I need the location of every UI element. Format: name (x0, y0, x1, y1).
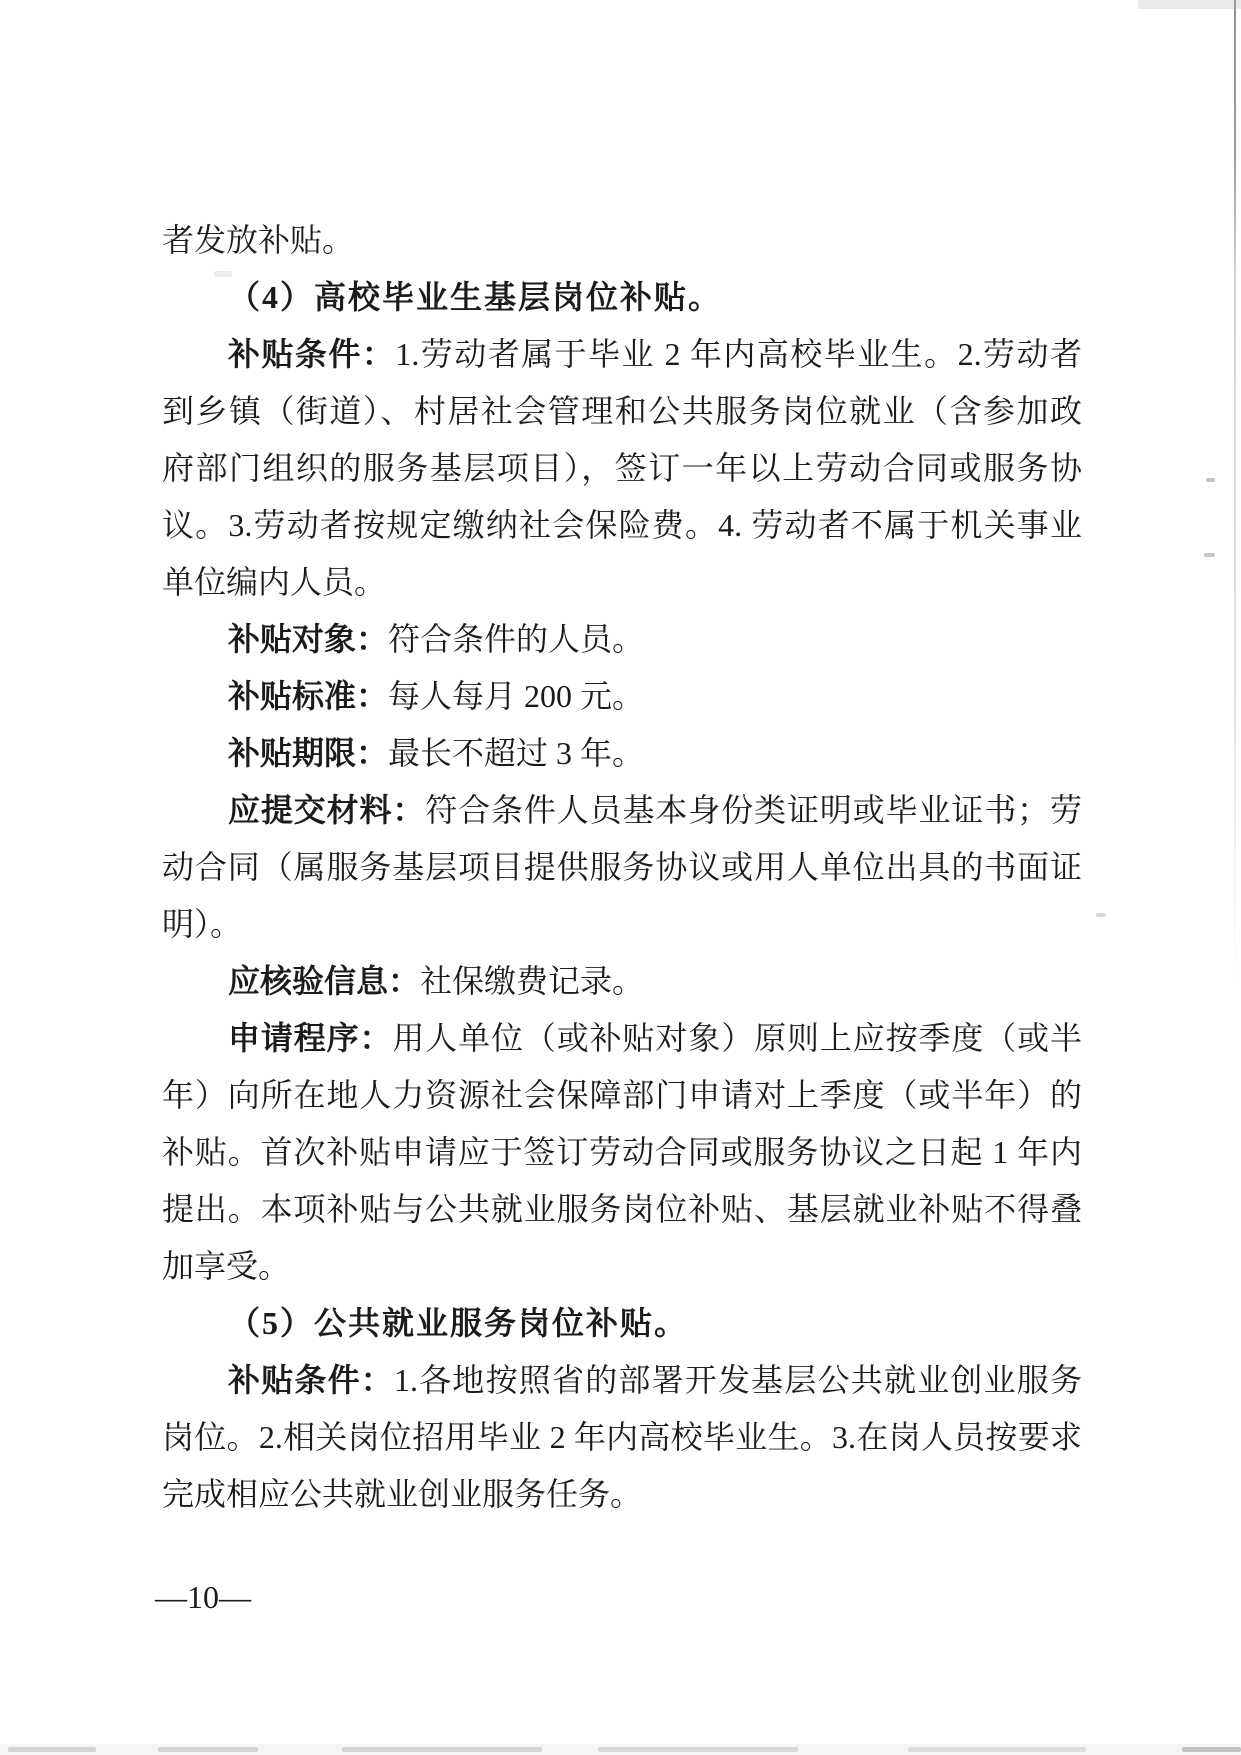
document-line (162, 782, 1082, 839)
document-line (162, 1238, 1082, 1295)
document-line (162, 269, 1082, 326)
line-label: 补贴条件： (228, 336, 396, 372)
document-line (162, 212, 1082, 269)
line-text: 议。3.劳动者按规定缴纳社会保险费。4. 劳动者不属于机关事业 (162, 507, 1082, 543)
document-line (162, 725, 1082, 782)
line-text: 符合条件人员基本身份类证明或毕业证书；劳 (425, 792, 1082, 828)
document-line (162, 497, 1082, 554)
line-text: 1.劳动者属于毕业 2 年内高校毕业生。2.劳动者 (395, 336, 1082, 372)
line-label: 补贴对象： (228, 621, 389, 657)
scan-smear (342, 1747, 542, 1752)
scan-speck (1204, 553, 1215, 557)
scan-smear (598, 1747, 798, 1752)
line-text: 用人单位（或补贴对象）原则上应按季度（或半 (392, 1020, 1082, 1056)
line-label: （4）高校毕业生基层岗位补贴。 (228, 279, 723, 315)
line-label: （5）公共就业服务岗位补贴。 (228, 1305, 689, 1341)
scan-speck (1206, 478, 1215, 482)
scan-smear (8, 1747, 96, 1752)
line-text: 完成相应公共就业创业服务任务。 (162, 1476, 643, 1512)
scan-speck (1096, 913, 1106, 917)
document-line (162, 1067, 1082, 1124)
document-line (162, 839, 1082, 896)
line-text: 最长不超过 3 年。 (388, 735, 645, 771)
scan-smear (158, 1747, 258, 1752)
document-line (162, 383, 1082, 440)
line-text: 每人每月 200 元。 (388, 678, 645, 714)
line-text: 府部门组织的服务基层项目），签订一年以上劳动合同或服务协 (162, 450, 1082, 486)
document-line (162, 440, 1082, 497)
page-number: —10— (155, 1579, 251, 1615)
scan-smear (908, 1747, 1086, 1752)
line-text: 单位编内人员。 (162, 564, 387, 600)
document-text-block (162, 212, 1082, 1523)
line-label: 应提交材料： (228, 792, 426, 828)
scan-bottom-strip (0, 1744, 1241, 1755)
line-label: 应核验信息： (228, 963, 421, 999)
line-text: 加享受。 (162, 1248, 291, 1284)
document-line (162, 668, 1082, 725)
line-text: 符合条件的人员。 (388, 621, 645, 657)
line-text: 年）向所在地人力资源社会保障部门申请对上季度（或半年）的 (162, 1077, 1082, 1113)
scan-speck (214, 271, 232, 277)
line-text: 到乡镇（街道）、村居社会管理和公共服务岗位就业（含参加政 (162, 393, 1082, 429)
document-line (162, 1010, 1082, 1067)
document-line (162, 1124, 1082, 1181)
scan-smear (1182, 1747, 1241, 1752)
line-text: 者发放补贴。 (162, 222, 355, 258)
line-label: 补贴条件： (228, 1362, 394, 1398)
scan-edge-line (1234, 0, 1236, 980)
document-line (162, 1409, 1082, 1466)
line-label: 申请程序： (228, 1020, 393, 1056)
line-text: 提出。本项补贴与公共就业服务岗位补贴、基层就业补贴不得叠 (162, 1191, 1082, 1227)
line-text: 补贴。首次补贴申请应于签订劳动合同或服务协议之日起 1 年内 (162, 1134, 1082, 1170)
scan-corner-smudge (1138, 0, 1241, 9)
document-line (162, 953, 1082, 1010)
document-line (162, 326, 1082, 383)
line-text: 1.各地按照省的部署开发基层公共就业创业服务 (394, 1362, 1082, 1398)
line-text: 动合同（属服务基层项目提供服务协议或用人单位出具的书面证 (162, 849, 1082, 885)
document-line (162, 896, 1082, 953)
line-label: 补贴标准： (228, 678, 389, 714)
line-text: 社保缴费记录。 (420, 963, 645, 999)
line-label: 补贴期限： (228, 735, 389, 771)
line-text: 明）。 (162, 906, 243, 942)
document-line (162, 1181, 1082, 1238)
line-text: 岗位。2.相关岗位招用毕业 2 年内高校毕业生。3.在岗人员按要求 (162, 1419, 1082, 1455)
document-line (162, 611, 1082, 668)
document-line (162, 1466, 1082, 1523)
document-line (162, 1295, 1082, 1352)
document-line (162, 1352, 1082, 1409)
document-line (162, 554, 1082, 611)
